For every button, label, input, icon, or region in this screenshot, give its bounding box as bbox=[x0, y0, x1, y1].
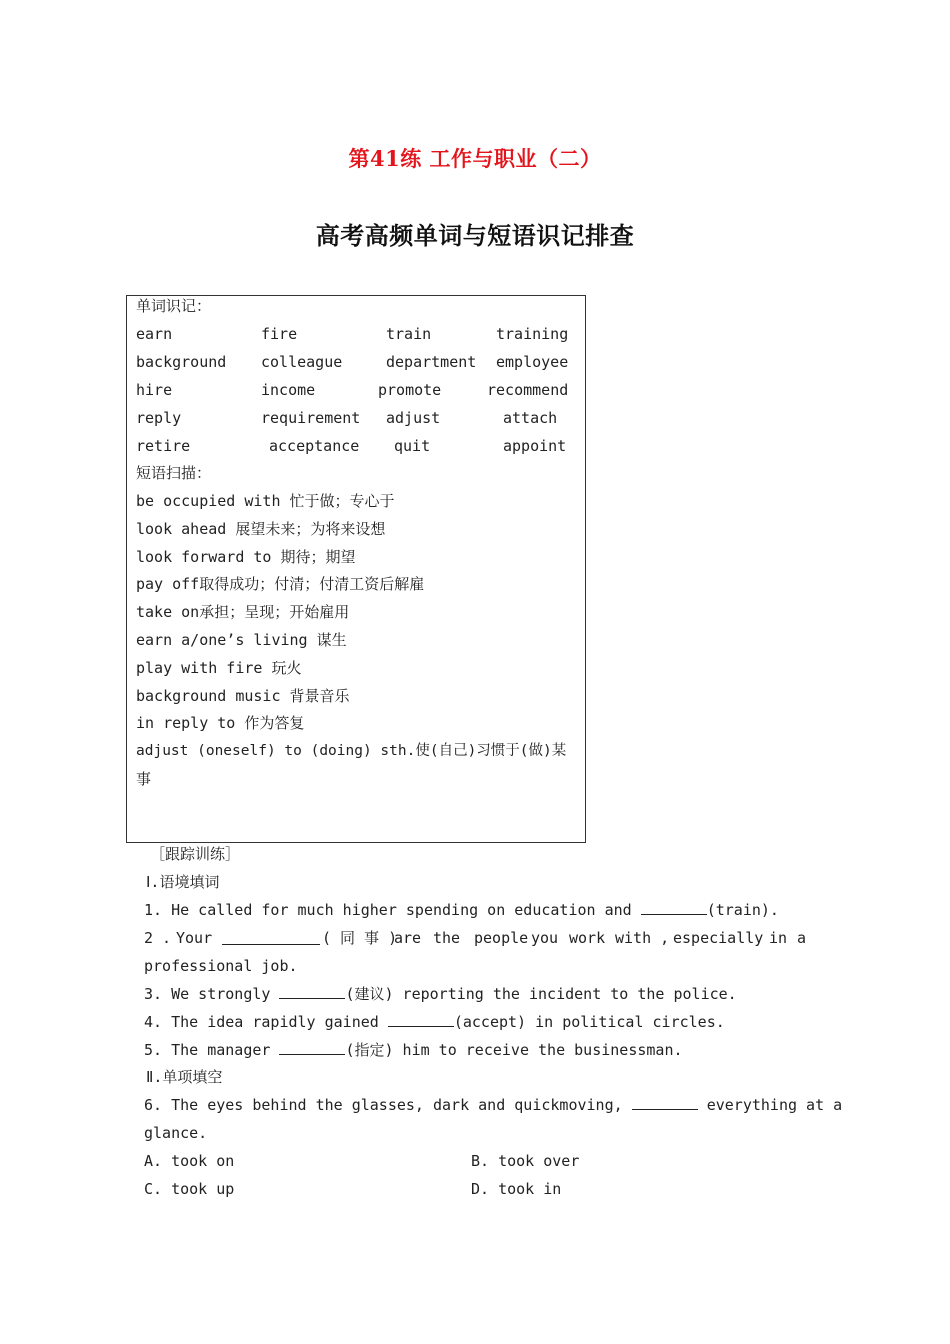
question-hint: (train). bbox=[706, 901, 779, 919]
question-text: 1. He called for much higher spending on education and bbox=[144, 901, 641, 919]
answer-blank[interactable] bbox=[388, 1012, 454, 1027]
phrase-item: look forward to 期待；期望 bbox=[136, 548, 356, 566]
option-a[interactable]: A. took on bbox=[144, 1152, 235, 1170]
phrase-item: in reply to 作为答复 bbox=[136, 714, 305, 732]
option-d[interactable]: D. took in bbox=[471, 1180, 562, 1198]
answer-blank[interactable] bbox=[222, 930, 320, 945]
question-text: everything at a bbox=[697, 1096, 843, 1114]
vocab-word: retire bbox=[136, 437, 191, 455]
vocab-box bbox=[126, 295, 586, 843]
question-3 bbox=[144, 984, 737, 1004]
page-title: 第41练 工作与职业（二） bbox=[348, 146, 602, 171]
vocab-word: attach bbox=[503, 409, 558, 427]
section-heading: Ⅱ.单项填空 bbox=[146, 1068, 223, 1086]
vocab-word: requirement bbox=[261, 409, 361, 427]
answer-blank[interactable] bbox=[632, 1095, 698, 1110]
answer-blank[interactable] bbox=[279, 1040, 345, 1055]
vocab-word: background bbox=[136, 353, 227, 371]
question-text: 3. We strongly bbox=[144, 985, 280, 1003]
answer-blank[interactable] bbox=[641, 900, 707, 915]
question-text: professional job. bbox=[144, 957, 298, 975]
section-heading: Ⅰ.语境填词 bbox=[146, 873, 220, 891]
vocab-word: department bbox=[386, 353, 477, 371]
question-text: people bbox=[474, 929, 529, 947]
answer-blank[interactable] bbox=[279, 984, 345, 999]
training-header: ［跟踪训练］ bbox=[150, 845, 241, 863]
question-text: 5. The manager bbox=[144, 1041, 280, 1059]
phrase-item: look ahead 展望未来；为将来设想 bbox=[136, 520, 386, 538]
vocab-word: employee bbox=[496, 353, 569, 371]
question-text: 4. The idea rapidly gained bbox=[144, 1013, 388, 1031]
question-text: with , bbox=[615, 929, 670, 947]
vocab-word: hire bbox=[136, 381, 173, 399]
question-text: a bbox=[797, 929, 807, 947]
question-text: glance. bbox=[144, 1124, 208, 1142]
question-hint: (accept) in political circles. bbox=[453, 1013, 725, 1031]
question-4 bbox=[144, 1012, 725, 1032]
phrase-item: take on承担；呈现；开始雇用 bbox=[136, 603, 350, 621]
phrases-header: 短语扫描： bbox=[136, 464, 212, 482]
vocab-word: appoint bbox=[503, 437, 567, 455]
question-hint: ( 同 事 ) bbox=[322, 929, 398, 947]
phrase-item: pay off取得成功；付清；付清工资后解雇 bbox=[136, 575, 425, 593]
question-text: 6. The eyes behind the glasses, dark and quickmoving, bbox=[144, 1096, 632, 1114]
vocab-word: promote bbox=[378, 381, 442, 399]
question-text: Your bbox=[176, 929, 213, 947]
question-text: are bbox=[394, 929, 422, 947]
vocab-word: reply bbox=[136, 409, 182, 427]
vocab-word: colleague bbox=[261, 353, 343, 371]
question-text: in bbox=[769, 929, 788, 947]
vocab-word: income bbox=[261, 381, 316, 399]
vocab-word: training bbox=[496, 325, 569, 343]
question-number: 2 . bbox=[144, 929, 172, 947]
vocab-word: adjust bbox=[386, 409, 441, 427]
phrase-item: be occupied with 忙于做；专心于 bbox=[136, 492, 395, 510]
phrase-item: play with fire 玩火 bbox=[136, 659, 302, 677]
question-6 bbox=[144, 1095, 842, 1115]
option-c[interactable]: C. took up bbox=[144, 1180, 235, 1198]
vocab-word: acceptance bbox=[269, 437, 360, 455]
vocab-header: 单词识记： bbox=[136, 297, 212, 315]
question-text: the bbox=[433, 929, 461, 947]
question-5 bbox=[144, 1040, 683, 1060]
vocab-word: recommend bbox=[487, 381, 569, 399]
vocab-word: train bbox=[386, 325, 432, 343]
section-subtitle: 高考高频单词与短语识记排查 bbox=[315, 222, 635, 250]
question-text: you bbox=[531, 929, 559, 947]
question-text: especially bbox=[673, 929, 764, 947]
vocab-word: fire bbox=[261, 325, 298, 343]
vocab-word: earn bbox=[136, 325, 173, 343]
question-hint: (指定) him to receive the businessman. bbox=[345, 1041, 683, 1059]
question-hint: (建议) reporting the incident to the police. bbox=[345, 985, 737, 1003]
vocab-word: quit bbox=[394, 437, 431, 455]
question-text: work bbox=[569, 929, 606, 947]
phrase-item: adjust (oneself) to (doing) sth.使(自己)习惯于(做)某 bbox=[136, 743, 567, 759]
phrase-item: earn a/one’s living 谋生 bbox=[136, 631, 347, 649]
question-1 bbox=[144, 900, 779, 920]
option-b[interactable]: B. took over bbox=[471, 1152, 580, 1170]
phrase-item: background music 背景音乐 bbox=[136, 687, 350, 705]
phrase-item: 事 bbox=[136, 770, 152, 788]
